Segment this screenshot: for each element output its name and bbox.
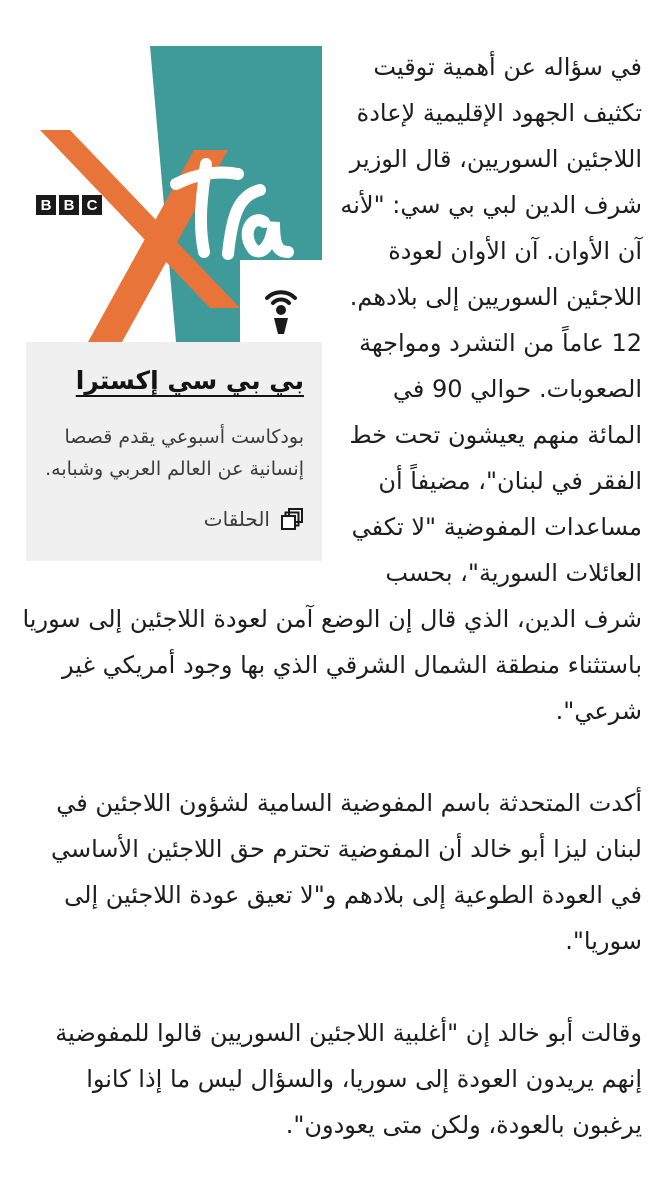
podcast-title-link[interactable]: بي بي سي إكسترا bbox=[75, 366, 304, 395]
article-paragraph-2: أكدت المتحدثة باسم المفوضية السامية لشؤون اللاجئين في لبنان ليزا أبو خالد أن المفوضية تحترم حق اللاجئين الأساسي في العودة الطوعية إلى بلادهم و"لا تعيق عودة اللاجئين إلى سوريا". bbox=[51, 789, 642, 955]
podcast-promo-card[interactable] bbox=[26, 46, 322, 561]
article-paragraph-3: وقالت أبو خالد إن "أغلبية اللاجئين السوريين قالوا للمفوضية إنهم يريدون العودة إلى سوريا، والسؤال ليس ما إذا كانوا يرغبون بالعودة، ولكن متى يعودون". bbox=[55, 1019, 642, 1139]
episodes-stack-icon bbox=[280, 507, 304, 531]
svg-text:B: B bbox=[40, 197, 52, 214]
episodes-link[interactable] bbox=[44, 507, 304, 531]
bbc-logo bbox=[36, 195, 102, 215]
article-paragraph-1: في سؤاله عن أهمية توقيت تكثيف الجهود الإقليمية لإعادة اللاجئين السوريين، قال الوزير شرف الدين لبي بي سي: "لأنه آن الأوان. آن الأوان لعودة اللاجئين السوريين إلى بلادهم. 12 عاماً من التشرد ومواجهة الصعوبات. حوالي 90 في المائة منهم يعيشون تحت خط الفقر في لبنان"، مضيفاً أن مساعدات المفوضية "لا تكفي العائلات السورية"، بحسب شرف الدين، الذي قال إن الوضع آمن لعودة اللاجئين إلى سوريا باستثناء منطقة الشمال الشرقي الذي بها وجود أمريكي غير شرعي". bbox=[22, 53, 642, 725]
podcast-description: بودكاست أسبوعي يقدم قصصا إنسانية عن العالم العربي وشبابه. bbox=[45, 426, 304, 480]
svg-text:B: B bbox=[63, 197, 75, 214]
svg-text:C: C bbox=[86, 197, 98, 214]
podcast-artwork[interactable] bbox=[26, 46, 322, 342]
episodes-label: الحلقات bbox=[203, 507, 270, 531]
podcast-promo-body bbox=[26, 342, 322, 561]
bbc-xtra-artwork bbox=[26, 46, 322, 342]
podcast-icon bbox=[267, 292, 295, 334]
